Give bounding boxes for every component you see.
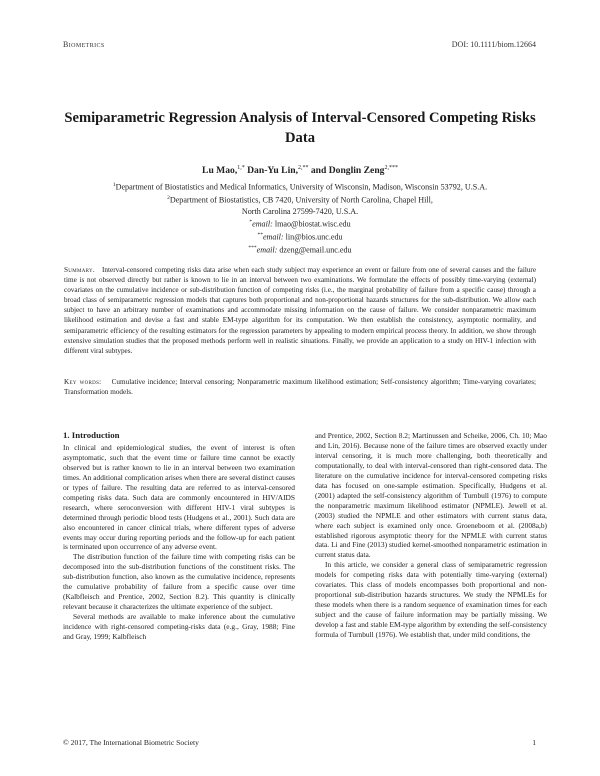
affiliations (60, 180, 540, 256)
paragraph: Several methods are available to make inference about the cumulative incidence with right-censored competing-risks data (e.g., Gray, 1988; Fine and Gray, 1999; Kalbfleisch (63, 612, 295, 642)
author-marker: 1,* (237, 165, 245, 171)
author-list (60, 165, 540, 176)
column-right (315, 431, 547, 640)
journal-name: Biometrics (63, 40, 105, 49)
doi[interactable]: DOI: 10.1111/biom.12664 (451, 40, 536, 49)
email-3[interactable]: ***email: dzeng@email.unc.edu (248, 244, 352, 255)
author-marker: 2,*** (384, 165, 398, 171)
author-name: Lu Mao, (202, 165, 238, 177)
keywords (64, 377, 536, 397)
email-1[interactable]: *email: lmao@biostat.wisc.edu (249, 218, 351, 229)
paragraph: In this article, we consider a general class of semiparametric regression models for competing risks data with potentially time-varying (external) covariates. This class of models encompasses both proportional and non-proportional sub-distribution hazards structures. We study the NPMLEs for these models when there is a random sequence of examination times for each subject and the cause of failure information may be partially missing. We develop a fast and stable EM-type algorithm by extending the self-consistency formula of Turnbull (1976). We establish that, under mild conditions, the (315, 560, 547, 640)
keywords-text: Cumulative incidence; Interval censoring; Nonparametric maximum likelihood estimation; Self-consistency algorithm; Time-varying covariates; Transformation models. (64, 378, 536, 397)
abstract-label: Summary. (64, 266, 95, 274)
affiliation-2: $^2$Department of Biostatistics, CB 7420, University of North Carolina, Chapel Hill, (167, 194, 433, 205)
author-name: Donglin Zeng (328, 165, 385, 177)
paper-title: Semiparametric Regression Analysis of Interval-Censored Competing Risks Data (64, 110, 536, 146)
email-2[interactable]: **email: lin@bios.unc.edu (257, 231, 343, 242)
paragraph: In clinical and epidemiological studies, the event of interest is often asymptomatic, such that the event time or failure time cannot be exactly observed but is rather known to lie in an interval between two examination times. An additional complication arises when there are several distinct causes or types of failure. The resulting data are referred to as interval-censored competing risks data. Such data are commonly encountered in HIV/AIDS research, where seroconversion with different HIV-1 viral subtypes is determined through periodic blood tests (Hudgens et al., 2001). Such data are also encountered in cancer clinical trials, where different types of adverse events may occur during reporting periods and the follow-up for each patient is terminated upon occurrence of any adverse event. (63, 442, 295, 552)
section-heading: 1. Introduction (63, 430, 120, 440)
author-name: Dan-Yu Lin, (244, 165, 298, 177)
paragraph: The distribution function of the failure time with competing risks can be decomposed into the sub-distribution functions of the constituent risks. The sub-distribution function, also known as the cumulative incidence, represents the cumulative probability of failure from a specific cause over time (Kalbfleisch and Prentice, 2002, Section 8.2). This quantity is clinically relevant because it characterizes the ultimate experience of the subject. (63, 552, 295, 612)
affiliation-2-cont: North Carolina 27599-7420, U.S.A. (241, 206, 359, 216)
copyright: © 2017, The International Biometric Society (63, 738, 199, 747)
page-number: 1 (532, 738, 536, 747)
paragraph: and Prentice, 2002, Section 8.2; Martinussen and Scheike, 2006, Ch. 10; Mao and Lin, 2016). Because none of the failure times are observed exactly under interval censoring, it is much more challenging, both theoretically and computationally, to deal with interval-censored than right-censored data. The literature on the cumulative incidence for interval-censored competing risks data has focused on one-sample estimation. Specifically, Hudgens et al. (2001) adapted the self-consistency algorithm of Turnbull (1976) to compute the nonparametric maximum likelihood estimator (NPMLE). Jewell et al. (2003) studied the NPMLE and other estimators with current status data, where each subject is examined only once. Groeneboom et al. (2008a,b) established rigorous asymptotic theory for the NPMLE with current status data. Li and Fine (2013) studied kernel-smoothed nonparametric estimation in current status data. (315, 431, 547, 560)
keywords-label: Key words: (64, 378, 102, 386)
abstract-text: Interval-censored competing risks data arise when each study subject may experience an event or failure from one of several causes and the failure time is not observed directly but rather is known to lie in an interval between two examinations. We formulate the effects of possibly time-varying (external) covariates on the cumulative incidence or sub-distribution function of competing risks (i.e., the marginal probability of failure from a specific cause) through a broad class of semiparametric regression models that captures both proportional and non-proportional hazards structures for the sub-distribution. We allow each subject to have an arbitrary number of examinations and accommodate missing information on the cause of failure. We consider nonparametric maximum likelihood estimation and devise a fast and stable EM-type algorithm for its computation. We then establish the consistency, asymptotic normality, and semiparametric efficiency of the resulting estimators for the regression parameters by appealing to modern empirical process theory. In addition, we show through extensive simulation studies that the proposed methods perform well in realistic situations. Finally, we provide an application to a study on HIV-1 infection with different viral subtypes. (64, 266, 537, 355)
column-left (63, 431, 295, 642)
author-conjunction: and (308, 165, 329, 177)
abstract (64, 265, 536, 356)
author-marker: 2,** (297, 165, 309, 171)
affiliation-1: $^1$Department of Biostatistics and Medical Informatics, University of Wisconsin, Madison, Wisconsin 53792, U.S.A. (112, 182, 488, 192)
